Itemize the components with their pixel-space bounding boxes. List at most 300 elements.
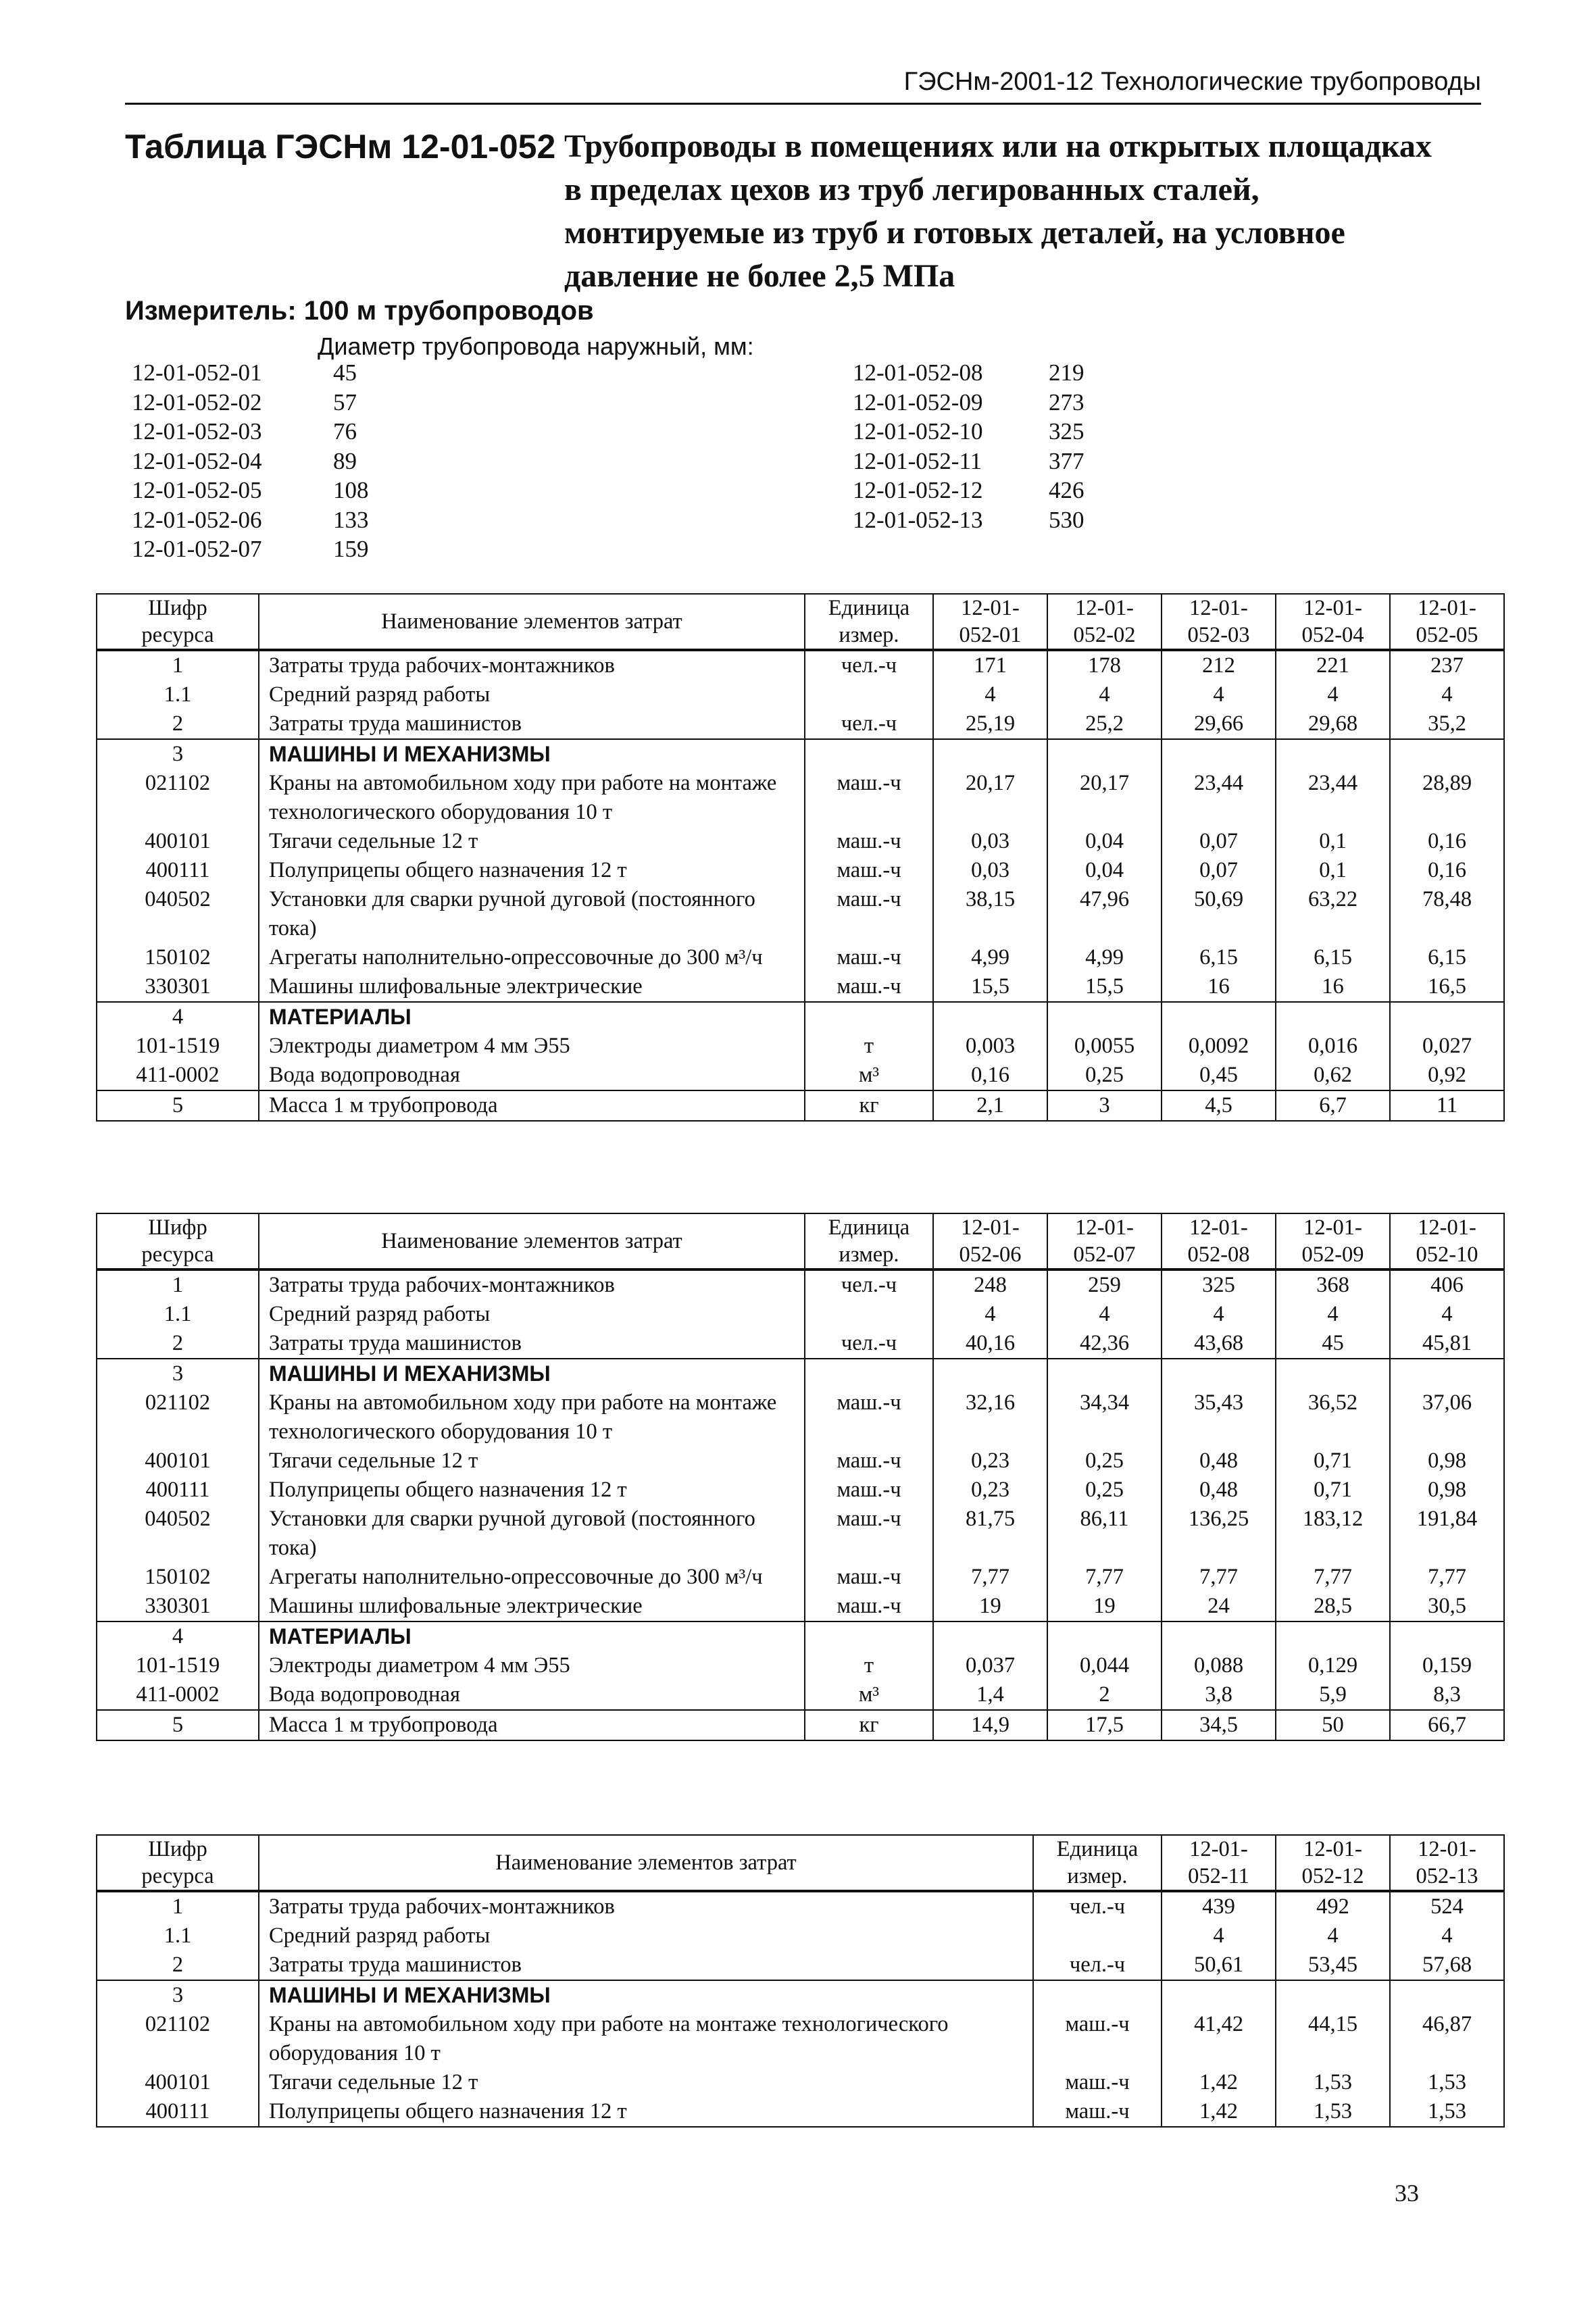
cost-element-name-cell: [259, 769, 805, 827]
table-row: [97, 1563, 1504, 1592]
header-norm-code-cell: [1162, 1213, 1276, 1269]
value-cell: 0,0055: [1047, 1032, 1162, 1061]
header-norm-code-line2: 052-04: [1301, 623, 1364, 647]
cost-element-name-cell: [259, 1447, 805, 1476]
header-rule: [125, 103, 1481, 105]
diameter-value: 57: [333, 388, 357, 416]
value-cell: 4,5: [1162, 1090, 1276, 1121]
value-cell: 2,1: [933, 1090, 1047, 1121]
resource-code-cell: 411-0002: [97, 1061, 259, 1090]
value-cell: [1162, 1621, 1276, 1651]
value-cell: 1,42: [1162, 2068, 1276, 2097]
table-header-row: [97, 1213, 1504, 1269]
header-norm-code-cell: [1390, 594, 1504, 650]
value-cell: 44,15: [1276, 2010, 1390, 2068]
header-unit-cell: [1033, 1835, 1162, 1891]
unit-cell: маш.-ч: [805, 943, 933, 972]
cost-element-name: Машины шлифовальные электрические: [269, 974, 643, 999]
value-cell: 4: [1390, 1921, 1504, 1951]
cost-element-name-cell: [259, 1921, 1033, 1951]
value-cell: 28,5: [1276, 1592, 1390, 1621]
value-cell: [1162, 739, 1276, 769]
value-cell: [1047, 1621, 1162, 1651]
value-cell: 34,5: [1162, 1710, 1276, 1740]
value-cell: 40,16: [933, 1329, 1047, 1359]
value-cell: 492: [1276, 1891, 1390, 1921]
value-cell: 0,04: [1047, 827, 1162, 856]
diameter-row: [132, 417, 387, 447]
value-cell: 0,48: [1162, 1476, 1276, 1505]
cost-element-name-cell: [259, 680, 805, 709]
value-cell: 4: [933, 680, 1047, 709]
resource-code-cell: 1: [97, 1891, 259, 1921]
value-cell: 0,07: [1162, 827, 1276, 856]
resource-code-cell: 040502: [97, 885, 259, 943]
value-cell: 4,99: [933, 943, 1047, 972]
header-norm-code-line1: 12-01-: [1418, 1837, 1476, 1861]
value-cell: 7,77: [1276, 1563, 1390, 1592]
diameter-code: 12-01-052-04: [132, 447, 262, 474]
cost-element-name: МАШИНЫ И МЕХАНИЗМЫ: [269, 742, 551, 766]
resource-code-cell: 150102: [97, 1563, 259, 1592]
value-cell: 237: [1390, 650, 1504, 680]
value-cell: 23,44: [1162, 769, 1276, 827]
value-cell: 35,43: [1162, 1388, 1276, 1447]
cost-element-name: Средний разряд работы: [269, 1302, 491, 1326]
unit-cell: маш.-ч: [805, 1476, 933, 1505]
value-cell: 524: [1390, 1891, 1504, 1921]
value-cell: [1276, 1359, 1390, 1388]
table-row: [97, 1476, 1504, 1505]
resource-code-cell: 101-1519: [97, 1032, 259, 1061]
header-name-cell: Наименование элементов затрат: [259, 1213, 805, 1269]
cost-element-name: Краны на автомобильном ходу при работе на монтаже технологического оборудования 10 т: [269, 771, 777, 824]
value-cell: 4: [933, 1300, 1047, 1329]
value-cell: [1390, 1359, 1504, 1388]
value-cell: 4: [1162, 1300, 1276, 1329]
measure-line: [125, 296, 594, 326]
table-row: [97, 680, 1504, 709]
unit-cell: м³: [805, 1680, 933, 1710]
diameter-code: 12-01-052-05: [132, 477, 262, 503]
value-cell: 0,48: [1162, 1447, 1276, 1476]
value-cell: 19: [1047, 1592, 1162, 1621]
resource-code-cell: 1: [97, 1269, 259, 1300]
cost-element-name-cell: [259, 827, 805, 856]
header-norm-code-cell: [1276, 1835, 1390, 1891]
table-row: [97, 1680, 1504, 1710]
header-norm-code-line2: 052-03: [1187, 623, 1250, 647]
value-cell: 6,15: [1276, 943, 1390, 972]
value-cell: 86,11: [1047, 1505, 1162, 1563]
diameter-row: [132, 358, 387, 388]
cost-element-name: Масса 1 м трубопровода: [269, 1093, 498, 1117]
cost-element-name: Электроды диаметром 4 мм Э55: [269, 1653, 570, 1678]
table-row: [97, 1359, 1504, 1388]
value-cell: 30,5: [1390, 1592, 1504, 1621]
diameter-value: 426: [1049, 477, 1084, 503]
value-cell: 7,77: [1047, 1563, 1162, 1592]
value-cell: 248: [933, 1269, 1047, 1300]
value-cell: 0,0092: [1162, 1032, 1276, 1061]
header-code-line2: ресурса: [141, 1242, 214, 1267]
value-cell: 16: [1276, 972, 1390, 1002]
value-cell: 178: [1047, 650, 1162, 680]
header-norm-code-line2: 052-05: [1416, 623, 1478, 647]
table-row: [97, 2010, 1504, 2068]
value-cell: 1,53: [1390, 2068, 1504, 2097]
value-cell: 0,45: [1162, 1061, 1276, 1090]
cost-element-name-cell: [259, 2010, 1033, 2068]
table-row: [97, 1447, 1504, 1476]
diameter-row: [853, 476, 1103, 505]
cost-element-name: Вода водопроводная: [269, 1682, 460, 1707]
value-cell: [933, 739, 1047, 769]
cost-element-name-cell: [259, 1505, 805, 1563]
header-norm-code-line1: 12-01-: [1418, 1215, 1476, 1240]
diameter-row: [132, 505, 387, 535]
resource-code-cell: 5: [97, 1710, 259, 1740]
cost-element-name-cell: [259, 1621, 805, 1651]
value-cell: 4,99: [1047, 943, 1162, 972]
value-cell: [1390, 1980, 1504, 2010]
resource-code-cell: 040502: [97, 1505, 259, 1563]
cost-element-name: Вода водопроводная: [269, 1063, 460, 1087]
value-cell: [1276, 739, 1390, 769]
header-unit-line2: измер.: [839, 1242, 899, 1267]
unit-cell: маш.-ч: [805, 1447, 933, 1476]
header-norm-code-line2: 052-06: [959, 1242, 1022, 1267]
value-cell: 0,23: [933, 1447, 1047, 1476]
value-cell: 212: [1162, 650, 1276, 680]
cost-element-name-cell: [259, 943, 805, 972]
value-cell: 47,96: [1047, 885, 1162, 943]
value-cell: 0,03: [933, 856, 1047, 885]
unit-cell: маш.-ч: [805, 972, 933, 1002]
cost-element-name: Тягачи седельные 12 т: [269, 829, 478, 853]
cost-element-name: МАШИНЫ И МЕХАНИЗМЫ: [269, 1361, 551, 1386]
cost-element-name-cell: [259, 2097, 1033, 2127]
resource-code-cell: 021102: [97, 769, 259, 827]
resource-code-cell: 330301: [97, 972, 259, 1002]
cost-element-name: МАШИНЫ И МЕХАНИЗМЫ: [269, 1983, 551, 2007]
value-cell: 29,68: [1276, 709, 1390, 739]
table-row: [97, 1621, 1504, 1651]
value-cell: 4: [1390, 680, 1504, 709]
cost-element-name-cell: [259, 1388, 805, 1447]
resource-code-cell: 400101: [97, 827, 259, 856]
resource-code-cell: 400101: [97, 1447, 259, 1476]
unit-cell: [1033, 1980, 1162, 2010]
value-cell: 28,89: [1390, 769, 1504, 827]
cost-element-name: Затраты труда рабочих-монтажников: [269, 653, 615, 678]
unit-cell: маш.-ч: [1033, 2010, 1162, 2068]
value-cell: [1276, 1980, 1390, 2010]
resource-code-cell: 101-1519: [97, 1651, 259, 1680]
value-cell: 50: [1276, 1710, 1390, 1740]
header-norm-code-cell: [1162, 1835, 1276, 1891]
resource-code-cell: 400111: [97, 2097, 259, 2127]
cost-element-name-cell: [259, 1710, 805, 1740]
header-name-cell: Наименование элементов затрат: [259, 594, 805, 650]
diameter-value: 133: [333, 506, 369, 533]
value-cell: [1162, 1980, 1276, 2010]
unit-cell: [805, 1002, 933, 1032]
title-block: [125, 125, 1495, 298]
diameter-code: 12-01-052-09: [853, 388, 983, 416]
value-cell: 38,15: [933, 885, 1047, 943]
value-cell: 0,25: [1047, 1476, 1162, 1505]
resource-code-cell: 021102: [97, 1388, 259, 1447]
value-cell: 171: [933, 650, 1047, 680]
value-cell: 0,25: [1047, 1447, 1162, 1476]
diameter-code: 12-01-052-13: [853, 506, 983, 533]
value-cell: 6,7: [1276, 1090, 1390, 1121]
value-cell: 0,1: [1276, 827, 1390, 856]
table-row: [97, 1592, 1504, 1621]
header-norm-code-line1: 12-01-: [1303, 1215, 1362, 1240]
diameter-code: 12-01-052-12: [853, 477, 983, 503]
value-cell: 0,62: [1276, 1061, 1390, 1090]
value-cell: 0,23: [933, 1476, 1047, 1505]
cost-element-name-cell: [259, 1980, 1033, 2010]
value-cell: 1,53: [1276, 2068, 1390, 2097]
unit-cell: [805, 1621, 933, 1651]
header-code-cell: [97, 1213, 259, 1269]
table-row: [97, 650, 1504, 680]
cost-element-name: Затраты труда машинистов: [269, 1953, 522, 1977]
cost-element-name: Агрегаты наполнительно-опрессовочные до 300 м³/ч: [269, 1565, 763, 1589]
header-norm-code-line1: 12-01-: [1075, 1215, 1134, 1240]
cost-element-name: Затраты труда рабочих-монтажников: [269, 1894, 615, 1919]
header-norm-code-cell: [1390, 1835, 1504, 1891]
resource-code-cell: 1.1: [97, 1921, 259, 1951]
unit-cell: кг: [805, 1090, 933, 1121]
value-cell: [1162, 1002, 1276, 1032]
unit-cell: [805, 1300, 933, 1329]
cost-element-name: Масса 1 м трубопровода: [269, 1713, 498, 1737]
unit-cell: маш.-ч: [805, 1592, 933, 1621]
cost-element-name-cell: [259, 1680, 805, 1710]
value-cell: 81,75: [933, 1505, 1047, 1563]
header-code-line1: Шифр: [148, 1837, 207, 1861]
cost-element-name: Агрегаты наполнительно-опрессовочные до 300 м³/ч: [269, 945, 763, 970]
value-cell: [1047, 1359, 1162, 1388]
header-name-cell: Наименование элементов затрат: [259, 1835, 1033, 1891]
header-unit-line2: измер.: [839, 623, 899, 647]
header-norm-code-line1: 12-01-: [1189, 596, 1248, 620]
cost-element-name: Краны на автомобильном ходу при работе на монтаже технологического оборудования 10 т: [269, 1390, 777, 1444]
resource-code-cell: 400111: [97, 1476, 259, 1505]
table-row: [97, 1300, 1504, 1329]
unit-cell: маш.-ч: [805, 885, 933, 943]
resource-code-cell: 411-0002: [97, 1680, 259, 1710]
value-cell: 45,81: [1390, 1329, 1504, 1359]
unit-cell: маш.-ч: [805, 1505, 933, 1563]
cost-element-name-cell: [259, 1563, 805, 1592]
value-cell: 368: [1276, 1269, 1390, 1300]
value-cell: [1390, 1002, 1504, 1032]
unit-cell: маш.-ч: [805, 827, 933, 856]
value-cell: 0,98: [1390, 1476, 1504, 1505]
cost-element-name: Затраты труда рабочих-монтажников: [269, 1273, 615, 1297]
header-norm-code-line1: 12-01-: [1303, 596, 1362, 620]
value-cell: 1,53: [1276, 2097, 1390, 2127]
unit-cell: чел.-ч: [805, 1329, 933, 1359]
table-row: [97, 1388, 1504, 1447]
page-number: 33: [1395, 2180, 1419, 2207]
value-cell: 23,44: [1276, 769, 1390, 827]
value-cell: 57,68: [1390, 1951, 1504, 1980]
unit-cell: маш.-ч: [1033, 2097, 1162, 2127]
header-norm-code-cell: [933, 594, 1047, 650]
header-norm-code-line2: 052-01: [959, 623, 1022, 647]
resource-code-cell: 021102: [97, 2010, 259, 2068]
diameter-value: 219: [1049, 359, 1084, 386]
header-norm-code-line2: 052-12: [1301, 1864, 1364, 1888]
value-cell: 45: [1276, 1329, 1390, 1359]
table-row: [97, 709, 1504, 739]
value-cell: 15,5: [1047, 972, 1162, 1002]
header-norm-code-cell: [1390, 1213, 1504, 1269]
value-cell: 16: [1162, 972, 1276, 1002]
table-row: [97, 2097, 1504, 2127]
resource-code-cell: 3: [97, 739, 259, 769]
cost-element-name: Затраты труда машинистов: [269, 1331, 522, 1355]
diameter-value: 530: [1049, 506, 1084, 533]
cost-element-name-cell: [259, 1300, 805, 1329]
header-unit-line1: Единица: [828, 596, 910, 620]
value-cell: [1390, 1621, 1504, 1651]
cost-element-name: Установки для сварки ручной дуговой (постоянного тока): [269, 887, 755, 940]
value-cell: 63,22: [1276, 885, 1390, 943]
diameter-code: 12-01-052-03: [132, 418, 262, 445]
value-cell: 2: [1047, 1680, 1162, 1710]
diameter-row: [853, 388, 1103, 418]
unit-cell: чел.-ч: [805, 1269, 933, 1300]
diameter-row: [853, 417, 1103, 447]
value-cell: 0,016: [1276, 1032, 1390, 1061]
cost-element-name: Затраты труда машинистов: [269, 711, 522, 736]
table-row: [97, 1710, 1504, 1740]
value-cell: 1,42: [1162, 2097, 1276, 2127]
resource-code-cell: 5: [97, 1090, 259, 1121]
table-row: [97, 1951, 1504, 1980]
value-cell: 221: [1276, 650, 1390, 680]
value-cell: 6,15: [1162, 943, 1276, 972]
unit-cell: маш.-ч: [805, 1563, 933, 1592]
value-cell: 35,2: [1390, 709, 1504, 739]
value-cell: 0,003: [933, 1032, 1047, 1061]
value-cell: 25,19: [933, 709, 1047, 739]
cost-element-name-cell: [259, 1476, 805, 1505]
header-norm-code-line2: 052-07: [1073, 1242, 1136, 1267]
value-cell: 325: [1162, 1269, 1276, 1300]
cost-table-1: [96, 593, 1505, 1122]
cost-element-name-cell: [259, 1329, 805, 1359]
header-norm-code-line2: 052-11: [1188, 1864, 1249, 1888]
table-row: [97, 1329, 1504, 1359]
table-row: [97, 1921, 1504, 1951]
value-cell: [933, 1002, 1047, 1032]
header-unit-line1: Единица: [828, 1215, 910, 1240]
table-row: [97, 1061, 1504, 1090]
unit-cell: чел.-ч: [1033, 1891, 1162, 1921]
header-norm-code-line1: 12-01-: [1189, 1215, 1248, 1240]
value-cell: 17,5: [1047, 1710, 1162, 1740]
value-cell: 24: [1162, 1592, 1276, 1621]
table-row: [97, 1651, 1504, 1680]
value-cell: [1162, 1359, 1276, 1388]
cost-element-name-cell: [259, 1651, 805, 1680]
value-cell: 53,45: [1276, 1951, 1390, 1980]
unit-cell: кг: [805, 1710, 933, 1740]
cost-element-name: Машины шлифовальные электрические: [269, 1594, 643, 1618]
value-cell: 0,129: [1276, 1651, 1390, 1680]
cost-element-name: Полуприцепы общего назначения 12 т: [269, 1478, 627, 1502]
table-row: [97, 856, 1504, 885]
header-norm-code-line1: 12-01-: [961, 1215, 1020, 1240]
diameter-row: [132, 388, 387, 418]
cost-element-name: Полуприцепы общего назначения 12 т: [269, 858, 627, 882]
value-cell: 37,06: [1390, 1388, 1504, 1447]
header-code-line1: Шифр: [148, 596, 207, 620]
cost-element-name-cell: [259, 1090, 805, 1121]
value-cell: [1276, 1621, 1390, 1651]
value-cell: 191,84: [1390, 1505, 1504, 1563]
cost-element-name: Тягачи седельные 12 т: [269, 2070, 478, 2094]
diameter-code: 12-01-052-11: [853, 447, 982, 474]
table-row: [97, 1090, 1504, 1121]
table-code: Таблица ГЭСНм 12-01-052: [125, 128, 556, 166]
table-row: [97, 1269, 1504, 1300]
cost-element-name-cell: [259, 885, 805, 943]
value-cell: 0,037: [933, 1651, 1047, 1680]
value-cell: 16,5: [1390, 972, 1504, 1002]
value-cell: 0,088: [1162, 1651, 1276, 1680]
resource-code-cell: 1: [97, 650, 259, 680]
value-cell: 43,68: [1162, 1329, 1276, 1359]
table-row: [97, 1002, 1504, 1032]
resource-code-cell: 2: [97, 709, 259, 739]
value-cell: 14,9: [933, 1710, 1047, 1740]
value-cell: 0,16: [1390, 856, 1504, 885]
header-norm-code-line1: 12-01-: [1075, 596, 1134, 620]
value-cell: 8,3: [1390, 1680, 1504, 1710]
table-row: [97, 972, 1504, 1002]
table-header-row: [97, 594, 1504, 650]
unit-cell: т: [805, 1032, 933, 1061]
header-unit-line1: Единица: [1056, 1837, 1139, 1861]
header-norm-code-line2: 052-10: [1416, 1242, 1478, 1267]
cost-element-name-cell: [259, 1951, 1033, 1980]
table-row: [97, 827, 1504, 856]
diameter-code: 12-01-052-07: [132, 536, 262, 562]
header-unit-cell: [805, 594, 933, 650]
value-cell: [933, 1621, 1047, 1651]
value-cell: 4: [1276, 680, 1390, 709]
resource-code-cell: 2: [97, 1329, 259, 1359]
value-cell: 25,2: [1047, 709, 1162, 739]
header-norm-code-line1: 12-01-: [1418, 596, 1476, 620]
value-cell: [1276, 1002, 1390, 1032]
value-cell: 32,16: [933, 1388, 1047, 1447]
value-cell: 136,25: [1162, 1505, 1276, 1563]
value-cell: 0,159: [1390, 1651, 1504, 1680]
header-norm-code-line1: 12-01-: [1189, 1837, 1248, 1861]
value-cell: 0,92: [1390, 1061, 1504, 1090]
resource-code-cell: 150102: [97, 943, 259, 972]
